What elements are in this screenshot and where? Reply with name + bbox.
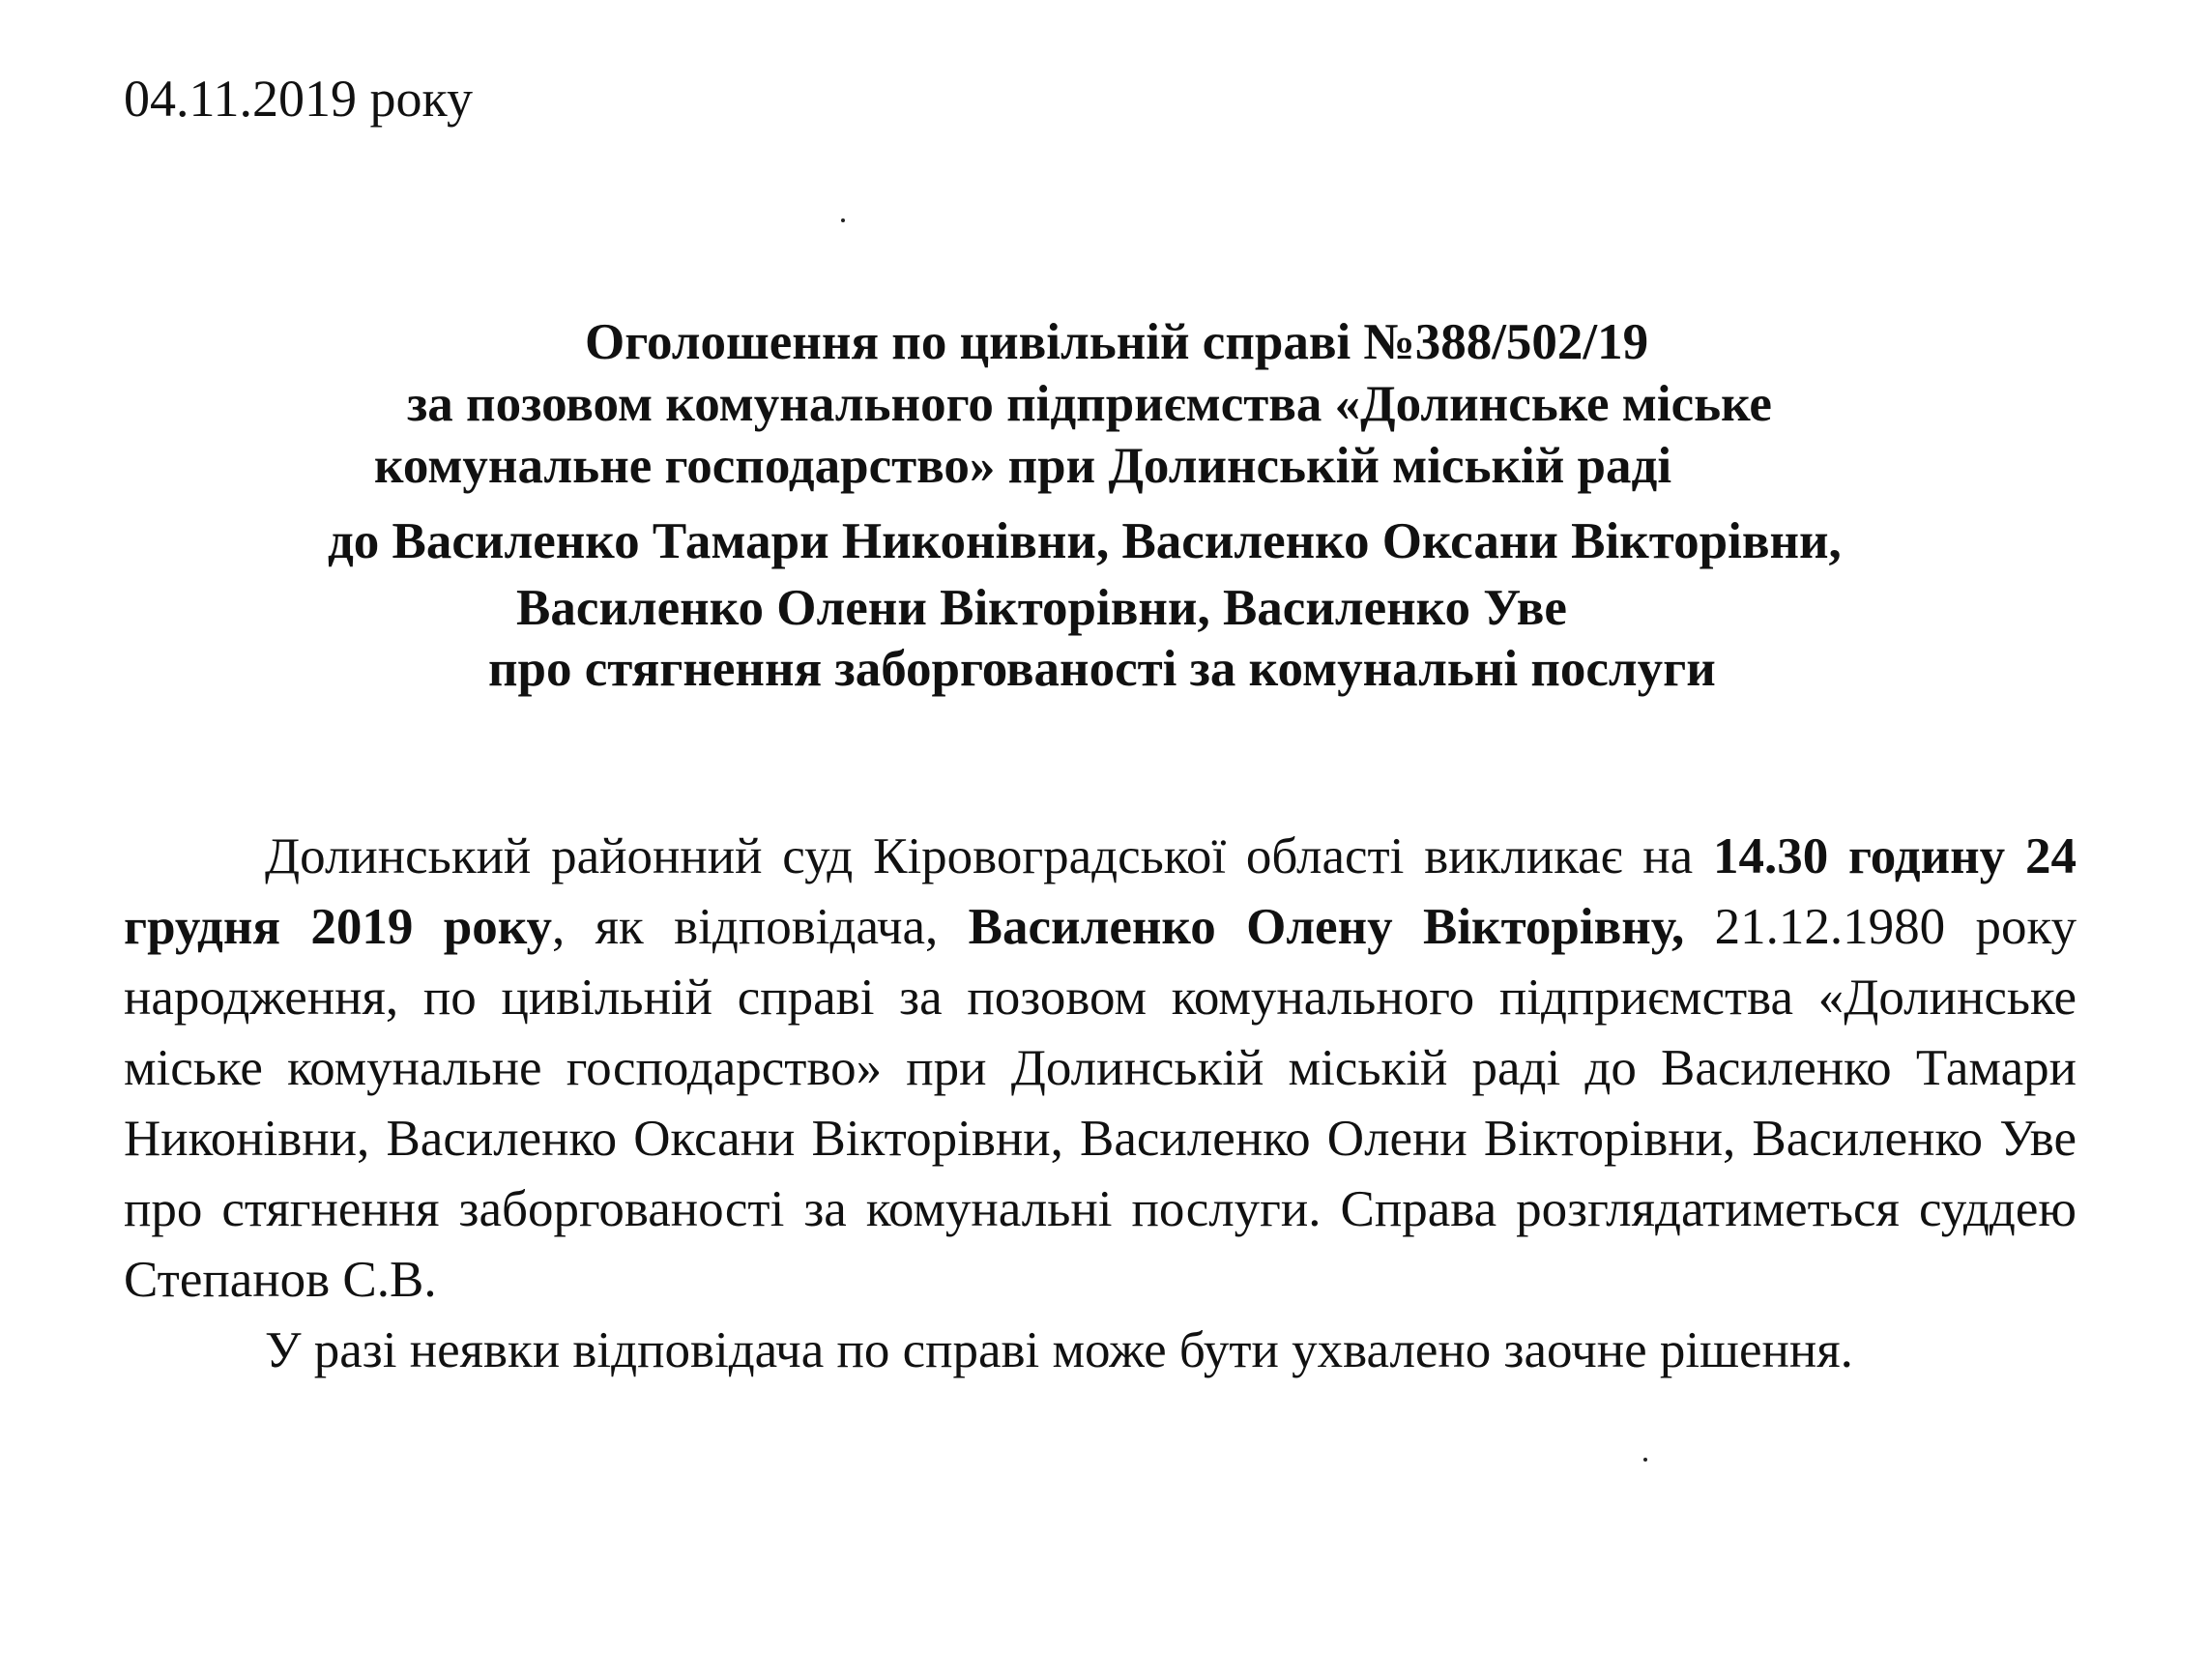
defendant-name: Василенко Олену Вікторівну, — [968, 899, 1685, 955]
paragraph-text: , як відповідача, — [552, 899, 969, 955]
document-date: 04.11.2019 року — [124, 70, 473, 128]
title-line-3: комунальне господарство» при Долинській міській раді — [374, 438, 1672, 494]
announcement-paragraph — [124, 822, 2077, 1316]
title-line-5: Василенко Олени Вікторівни, Василенко Уве — [516, 580, 1567, 636]
title-line-4: до Василенко Тамари Никонівни, Василенко Оксани Вікторівни, — [328, 513, 1842, 569]
title-line-6: про стягнення заборгованості за комунальні послуги — [488, 641, 1716, 697]
hearing-datetime: 14.30 годину 24 грудня 2019 року — [124, 828, 2077, 955]
absence-notice: У разі неявки відповідача по справі може бути ухвалено заочне рішення. — [265, 1322, 1853, 1378]
title-line-2: за позовом комунального підприємства «Долинське міське — [407, 376, 1772, 432]
paragraph-text: 21.12.1980 року народження, по цивільній справі за позовом комунального підприємства «Долинське міське комунальне господарство» при Долинській міській раді до Василенко Тамари Никонівни, Василенко Оксани Вікторівни, Василенко Олени Вікторівни, Василенко Уве про стягнення заборгованості за комунальні послуги. Справа розглядатиметься суддею Степанов С.В. — [124, 899, 2077, 1308]
announcement-body — [124, 822, 2077, 1386]
document-title — [0, 0, 2208, 696]
title-line-1: Оголошення по цивільній справі №388/502/19 — [585, 314, 1649, 370]
scan-speck — [1643, 1458, 1647, 1462]
paragraph-text: Долинський районний суд Кіровоградської області викликає на — [265, 828, 1713, 884]
